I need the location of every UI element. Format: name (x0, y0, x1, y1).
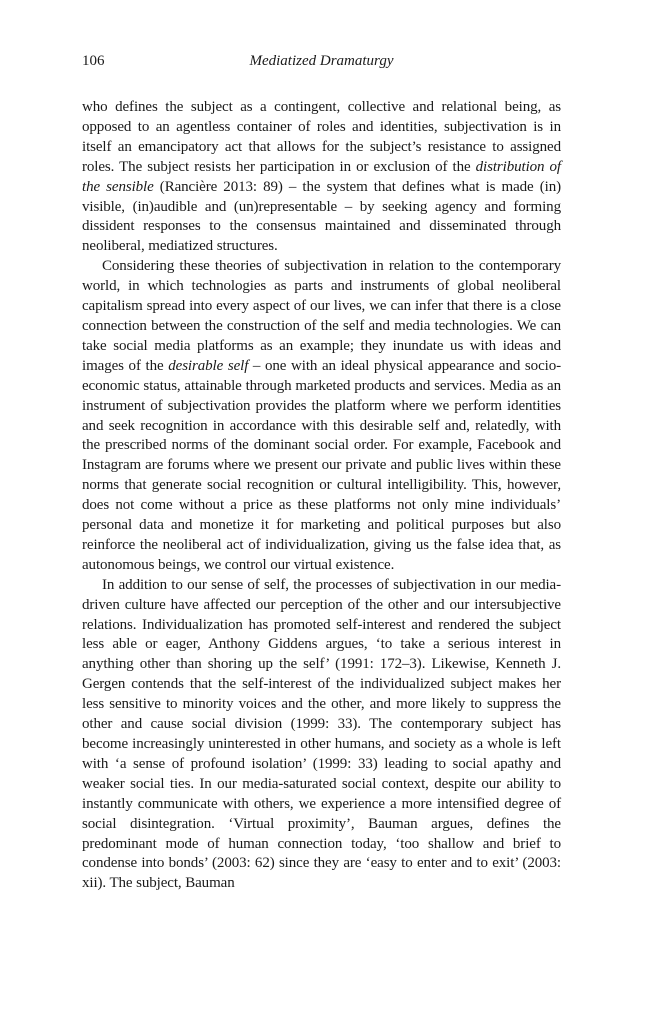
page-number: 106 (82, 53, 105, 69)
running-head (82, 48, 561, 74)
paragraph-3 (82, 576, 561, 895)
book-title: Mediatized Dramaturgy (249, 53, 394, 69)
italic-term: distribution of the sensible (82, 158, 561, 195)
paragraph-2 (82, 257, 561, 576)
text-run: who defines the subject as a contingent, collective and relational being, as opposed to an agentless container of roles and identities, subjectivation is in itself an emancipatory act that allows for the subject’s resistance to assigned roles. The subject resists her participation in or exclusion of the (82, 99, 561, 175)
text-run: (Rancière 2013: 89) – the system that defines what is made (in) visible, (in)audible and (un)representable – by seeking agency and forming dissident responses to the consensus maintained and disseminated through neoliberal, mediatized structures. (82, 178, 561, 255)
text-run: Considering these theories of subjectivation in relation to the contemporary world, in which technologies as parts and instruments of global neoliberal capitalism spread into every aspect of our lives, we can infer that there is a close connection between the construction of the self and media technologies. We can take social media platforms as an example; they inundate us with ideas and images of the (82, 258, 561, 374)
body-text (82, 98, 561, 894)
text-run: – one with an ideal physical appearance and socio-economic status, attainable through marketed products and services. Media as an instrument of subjectivation provides the platform where we perform identities and seek recognition in accordance with this desirable self and, relatedly, with the prescribed norms of the dominant social order. For example, Facebook and Instagram are forums where we present our private and public lives within these norms that generate social recognition or cultural intelligibility. This, however, does not come without a price as these platforms not only mine individuals’ personal data and monetize it for marketing and political purposes but also reinforce the neoliberal act of individualization, giving us the false idea that, as autonomous beings, we control our virtual existence. (82, 357, 561, 573)
text-run: In addition to our sense of self, the processes of subjectivation in our media-driven culture have affected our perception of the other and our intersubjective relations. Individualization has promoted self-interest and rendered the subject less able or eager, Anthony Giddens argues, ‘to take a serious interest in anything other than shoring up the self’ (1991: 172–3). Likewise, Kenneth J. Gergen contends that the self-interest of the individualized subject makes her less sensitive to minority voices and the other, and more likely to suppress the other and cause social division (1999: 33). The contemporary subject has become increasingly uninterested in other humans, and society as a whole is left with ‘a sense of profound isolation’ (1999: 33) leading to social apathy and weaker social ties. In our media-saturated social context, despite our ability to instantly communicate with others, we experience a more intensified degree of social disintegration. ‘Virtual proximity’, Bauman argues, defines the predominant mode of human connection today, ‘too shallow and brief to condense into bonds’ (2003: 62) since they are ‘easy to enter and to exit’ (2003: xii). The subject, Bauman (82, 576, 561, 892)
paragraph-1 (82, 98, 561, 257)
book-page (82, 48, 561, 894)
italic-term: desirable self (168, 357, 249, 374)
